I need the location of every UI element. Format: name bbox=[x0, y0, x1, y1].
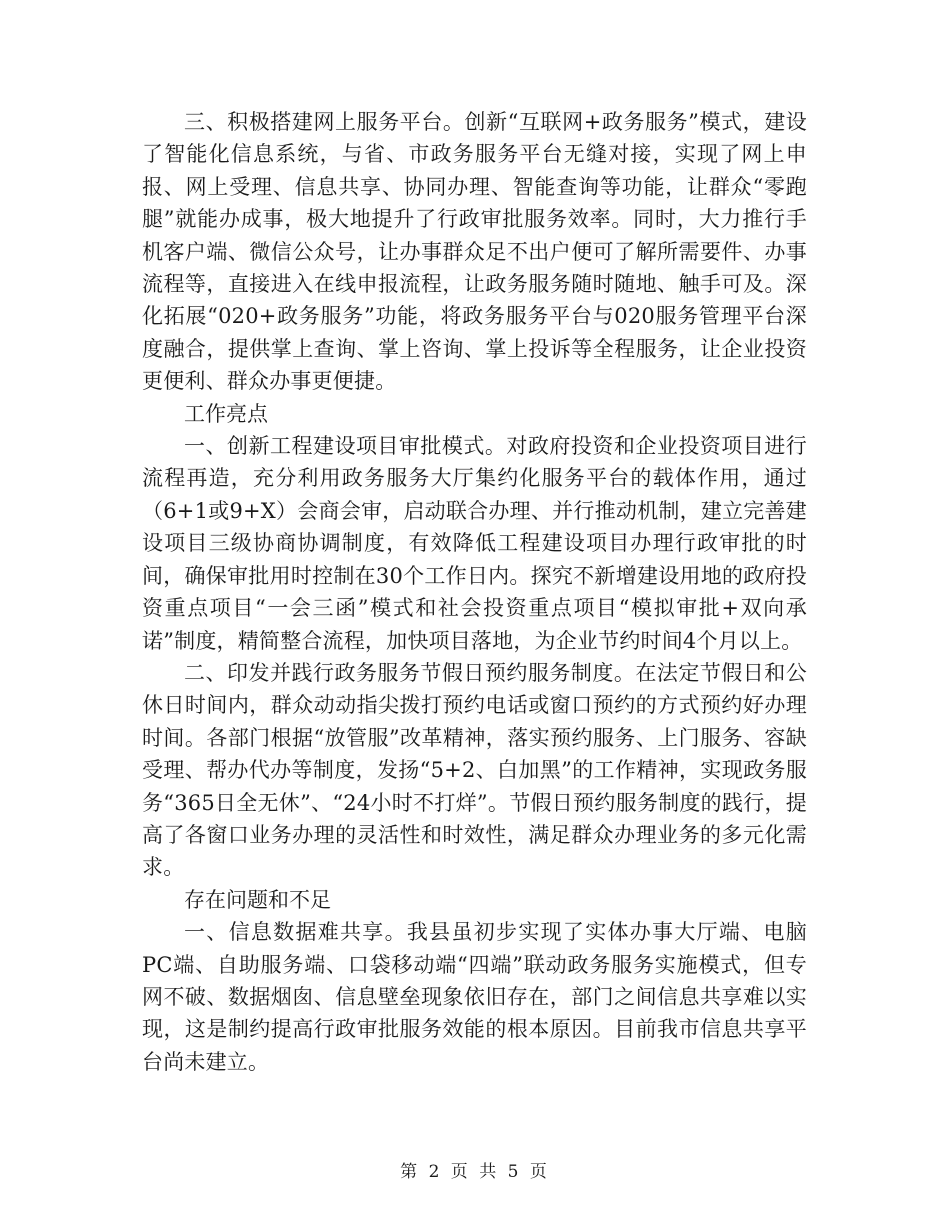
paragraph-holiday-appointment: 二、印发并践行政务服务节假日预约服务制度。在法定节假日和公休日时间内，群众动动指尖拨打预约电话或窗口预约的方式预约好办理时间。各部门根据“放管服”改革精神，落实预约服务、上门服务、容缺受理、帮办代办等制度，发扬“5+2、白加黑”的工作精神，实现政务服务“365日全无休”、“24小时不打烊”。节假日预约服务制度的践行，提高了各窗口业务办理的灵活性和时效性，满足群众办理业务的多元化需求。 bbox=[142, 660, 807, 880]
section-heading-problems: 存在问题和不足 bbox=[184, 887, 331, 912]
paragraph-online-platform: 三、积极搭建网上服务平台。创新“互联网+政务服务”模式，建设了智能化信息系统，与省、市政务服务平台无缝对接，实现了网上申报、网上受理、信息共享、协同办理、智能查询等功能，让群众“零跑腿”就能办成事，极大地提升了行政审批服务效率。同时，大力推行手机客户端、微信公众号，让办事群众足不出户便可了解所需要件、办事流程等，直接进入在线申报流程，让政务服务随时随地、触手可及。深化拓展“020+政务服务”功能，将政务服务平台与020服务管理平台深度融合，提供掌上查询、掌上咨询、掌上投诉等全程服务，让企业投资更便利、群众办事更便捷。 bbox=[142, 110, 807, 394]
paragraph-data-sharing: 一、信息数据难共享。我县虽初步实现了实体办事大厅端、电脑PC端、自助服务端、口袋移动端“四端”联动政务服务实施模式，但专网不破、数据烟囱、信息壁垒现象依旧存在，部门之间信息共享难以实现，这是制约提高行政审批服务效能的根本原因。目前我市信息共享平台尚未建立。 bbox=[142, 920, 807, 1074]
section-heading-highlights: 工作亮点 bbox=[184, 401, 268, 426]
page-number-footer: 第 2 页 共 5 页 bbox=[400, 1162, 550, 1182]
document-body bbox=[142, 106, 807, 1078]
paragraph-approval-model: 一、创新工程建设项目审批模式。对政府投资和企业投资项目进行流程再造，充分利用政务服务大厅集约化服务平台的载体作用，通过（6+1或9+X）会商会审，启动联合办理、并行推动机制，建立完善建设项目三级协商协调制度，有效降低工程建设项目办理行政审批的时间，确保审批用时控制在30个工作日内。探究不新增建设用地的政府投资重点项目“一会三函”模式和社会投资重点项目“模拟审批+双向承诺”制度，精简整合流程，加快项目落地，为企业节约时间4个月以上。 bbox=[142, 434, 807, 653]
